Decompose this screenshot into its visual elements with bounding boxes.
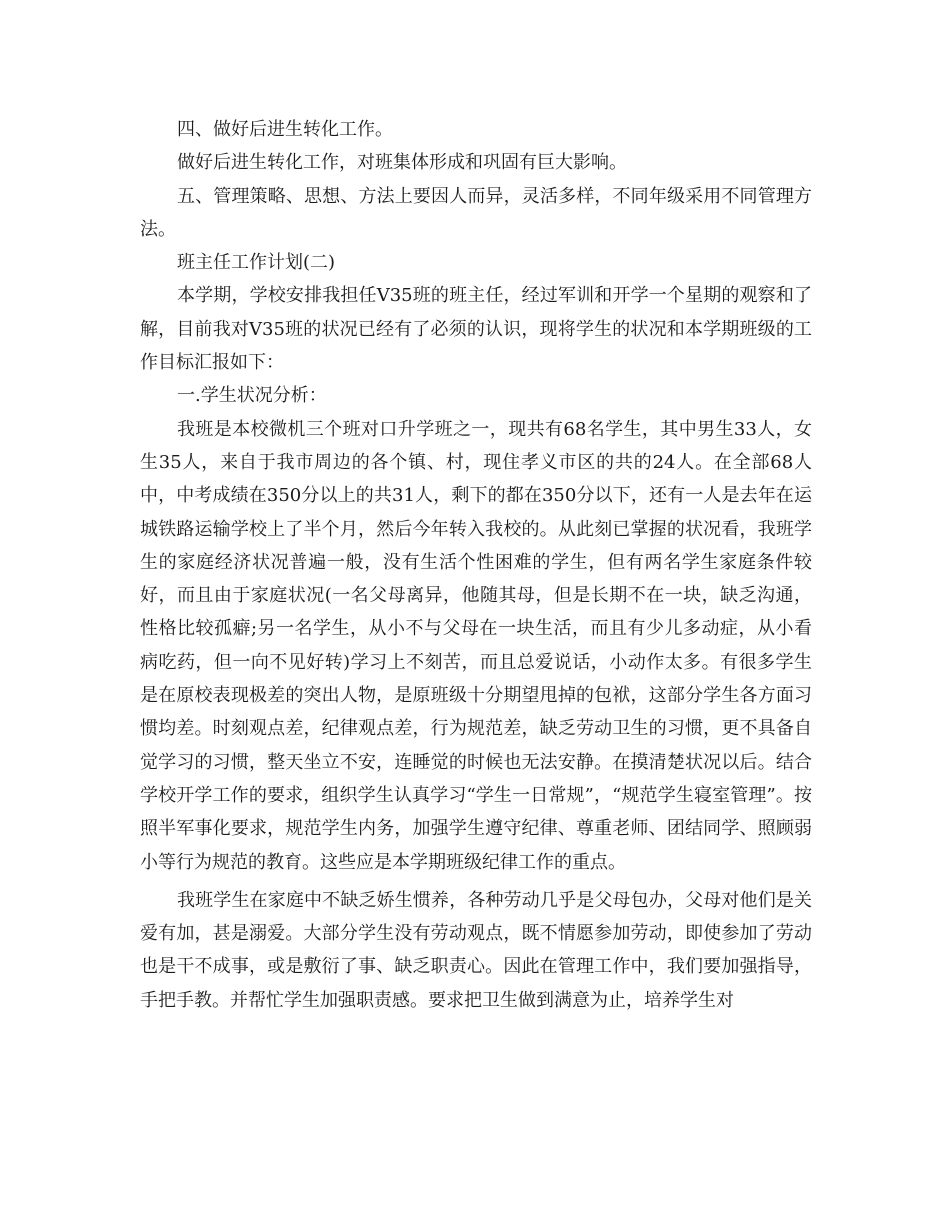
- document-page: [140, 113, 812, 1017]
- heading-item-five: 五、管理策略、思想、方法上要因人而异，灵活多样，不同年级采用不同管理方法。: [140, 185, 812, 240]
- subsection-heading: 一.学生状况分析：: [177, 385, 327, 407]
- paragraph-text: 我班学生在家庭中不缺乏娇生惯养，各种劳动几乎是父母包办，父母对他们是关爱有加，甚是溺爱。大部分学生没有劳动观点，既不情愿参加劳动，即使参加了劳动也是干不成事，或是敷衍了事、缺乏职责心。因此在管理工作中，我们要加强指导，手把手教。并帮忙学生加强职责感。要求把卫生做到满意为止，培养学生对: [140, 889, 812, 1011]
- paragraph-text: 做好后进生转化工作，对班集体形成和巩固有巨大影响。: [177, 152, 627, 174]
- section-title: 班主任工作计划(二): [177, 252, 336, 274]
- paragraph-text: 我班是本校微机三个班对口升学班之一，现共有68名学生，其中男生33人，女生35人，来自于我市周边的各个镇、村，现住孝义市区的共的24人。在全部68人中，中考成绩在350分以上的共31人，剩下的都在350分以下，还有一人是去年在运城铁路运输学校上了半个月，然后今年转入我校的。从此刻已掌握的状况看，我班学生的家庭经济状况普遍一般，没有生活个性困难的学生，但有两名学生家庭条件较好，而且由于家庭状况(一名父母离异，他随其母，但是长期不在一块，缺乏沟通，性格比较孤癖;另一名学生，从小不与父母在一块生活，而且有少儿多动症，从小看病吃药，但一向不见好转)学习上不刻苦，而且总爱说话，小动作太多。有很多学生是在原校表现极差的突出人物，是原班级十分期望甩掉的包袱，这部分学生各方面习惯均差。时刻观点差，纪律观点差，行为规范差，缺乏劳动卫生的习惯，更不具备自觉学习的习惯，整天坐立不安，连睡觉的时候也无法安静。在摸清楚状况以后。结合学校开学工作的要求，组织学生认真学习“学生一日常规”，“规范学生寝室管理”。按照半军事化要求，规范学生内务，加强学生遵守纪律、尊重老师、团结同学、照顾弱小等行为规范的教育。这些应是本学期班级纪律工作的重点。: [140, 418, 812, 873]
- heading-item-four: 四、做好后进生转化工作。: [177, 119, 393, 140]
- paragraph-text: 本学期，学校安排我担任V35班的班主任，经过军训和开学一个星期的观察和了解，目前我对V35班的状况已经有了必须的认识，现将学生的状况和本学期班级的工作目标汇报如下：: [140, 285, 812, 374]
